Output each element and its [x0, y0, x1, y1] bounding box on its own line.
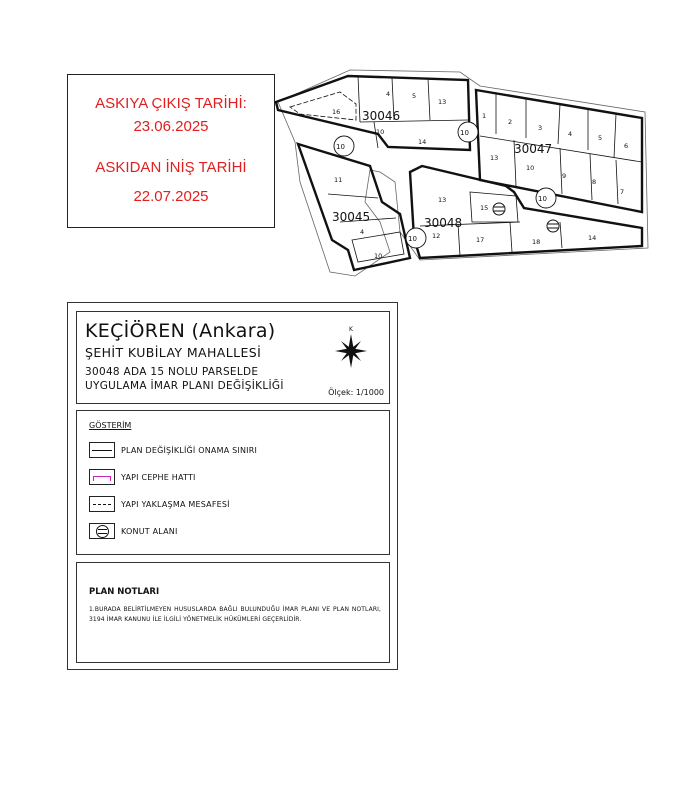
svg-text:7: 7 [620, 188, 625, 196]
block-30048 [410, 166, 642, 258]
legend-item: PLAN DEĞİŞİKLİĞİ ONAMA SINIRI [89, 441, 257, 459]
plan-subject-line1: 30048 ADA 15 NOLU PARSELDE [85, 366, 259, 378]
legend-title: GÖSTERİM [89, 421, 132, 430]
legend-item: YAPI YAKLAŞMA MESAFESİ [89, 495, 230, 513]
scale-text: Ölçek: 1/1000 [328, 388, 384, 397]
neighborhood-name: ŞEHİT KUBİLAY MAHALLESİ [85, 345, 262, 360]
svg-text:1: 1 [482, 112, 487, 120]
north-label: K [349, 326, 353, 333]
svg-text:2: 2 [508, 118, 513, 126]
setback-line-icon [89, 496, 115, 512]
road-outline [278, 70, 648, 276]
setback-label: 10 [336, 143, 345, 151]
svg-text:16: 16 [332, 108, 341, 116]
block-label-30045: 30045 [332, 210, 371, 224]
svg-text:4: 4 [568, 130, 573, 138]
plan-notes-title: PLAN NOTLARI [89, 587, 160, 597]
legend-panel [76, 410, 390, 555]
svg-text:11: 11 [334, 176, 343, 184]
block-30045 [298, 144, 410, 270]
svg-text:13: 13 [490, 154, 499, 162]
svg-text:5: 5 [598, 134, 603, 142]
setback-label: 10 [460, 129, 469, 137]
svg-text:5: 5 [412, 92, 417, 100]
hang-date-label: ASKIYA ÇIKIŞ TARİHİ: [95, 95, 247, 112]
svg-text:17: 17 [476, 236, 485, 244]
svg-text:9: 9 [562, 172, 567, 180]
setback-label: 10 [408, 235, 417, 243]
block-label-30047: 30047 [514, 142, 553, 156]
svg-text:10: 10 [374, 252, 383, 260]
block-30047 [476, 90, 642, 212]
zoning-map [270, 62, 650, 282]
svg-text:4: 4 [386, 90, 391, 98]
svg-text:8: 8 [592, 178, 597, 186]
svg-text:14: 14 [588, 234, 597, 242]
take-down-date: 22.07.2025 [133, 188, 209, 205]
hang-date: 23.06.2025 [133, 118, 209, 135]
residential-area-icon [89, 523, 115, 539]
north-arrow-icon [333, 324, 369, 374]
plan-notes-panel [76, 562, 390, 663]
legend-item: YAPI CEPHE HATTI [89, 468, 196, 486]
plan-subject-line2: UYGULAMA İMAR PLANI DEĞİŞİKLİĞİ [85, 380, 284, 392]
district-title: KEÇİÖREN (Ankara) [85, 320, 276, 342]
block-label-30046: 30046 [362, 109, 401, 123]
svg-text:15: 15 [480, 204, 489, 212]
title-block [76, 311, 390, 404]
svg-text:14: 14 [418, 138, 427, 146]
announcement-box [67, 74, 275, 228]
svg-text:12: 12 [432, 232, 441, 240]
setback-label: 10 [538, 195, 547, 203]
facade-line-icon [89, 469, 115, 485]
svg-text:10: 10 [526, 164, 535, 172]
svg-text:6: 6 [624, 142, 629, 150]
take-down-date-label: ASKIDAN İNİŞ TARİHİ [95, 159, 247, 176]
boundary-line-icon [89, 442, 115, 458]
svg-text:18: 18 [532, 238, 541, 246]
block-label-30048: 30048 [424, 216, 463, 230]
svg-text:13: 13 [438, 196, 447, 204]
svg-text:3: 3 [538, 124, 543, 132]
svg-text:13: 13 [438, 98, 447, 106]
svg-text:4: 4 [360, 228, 365, 236]
svg-text:10: 10 [376, 128, 385, 136]
plan-notes-text: 1.BURADA BELİRTİLMEYEN HUSUSLARDA BAĞLI BULUNDUĞU İMAR PLANI VE PLAN NOTLARI, 3194 İMAR KANUNU İLE İLGİLİ YÖNETMELİK HÜKÜMLERİ GEÇERLİDİR. [89, 606, 381, 623]
legend-item: KONUT ALANI [89, 522, 178, 540]
